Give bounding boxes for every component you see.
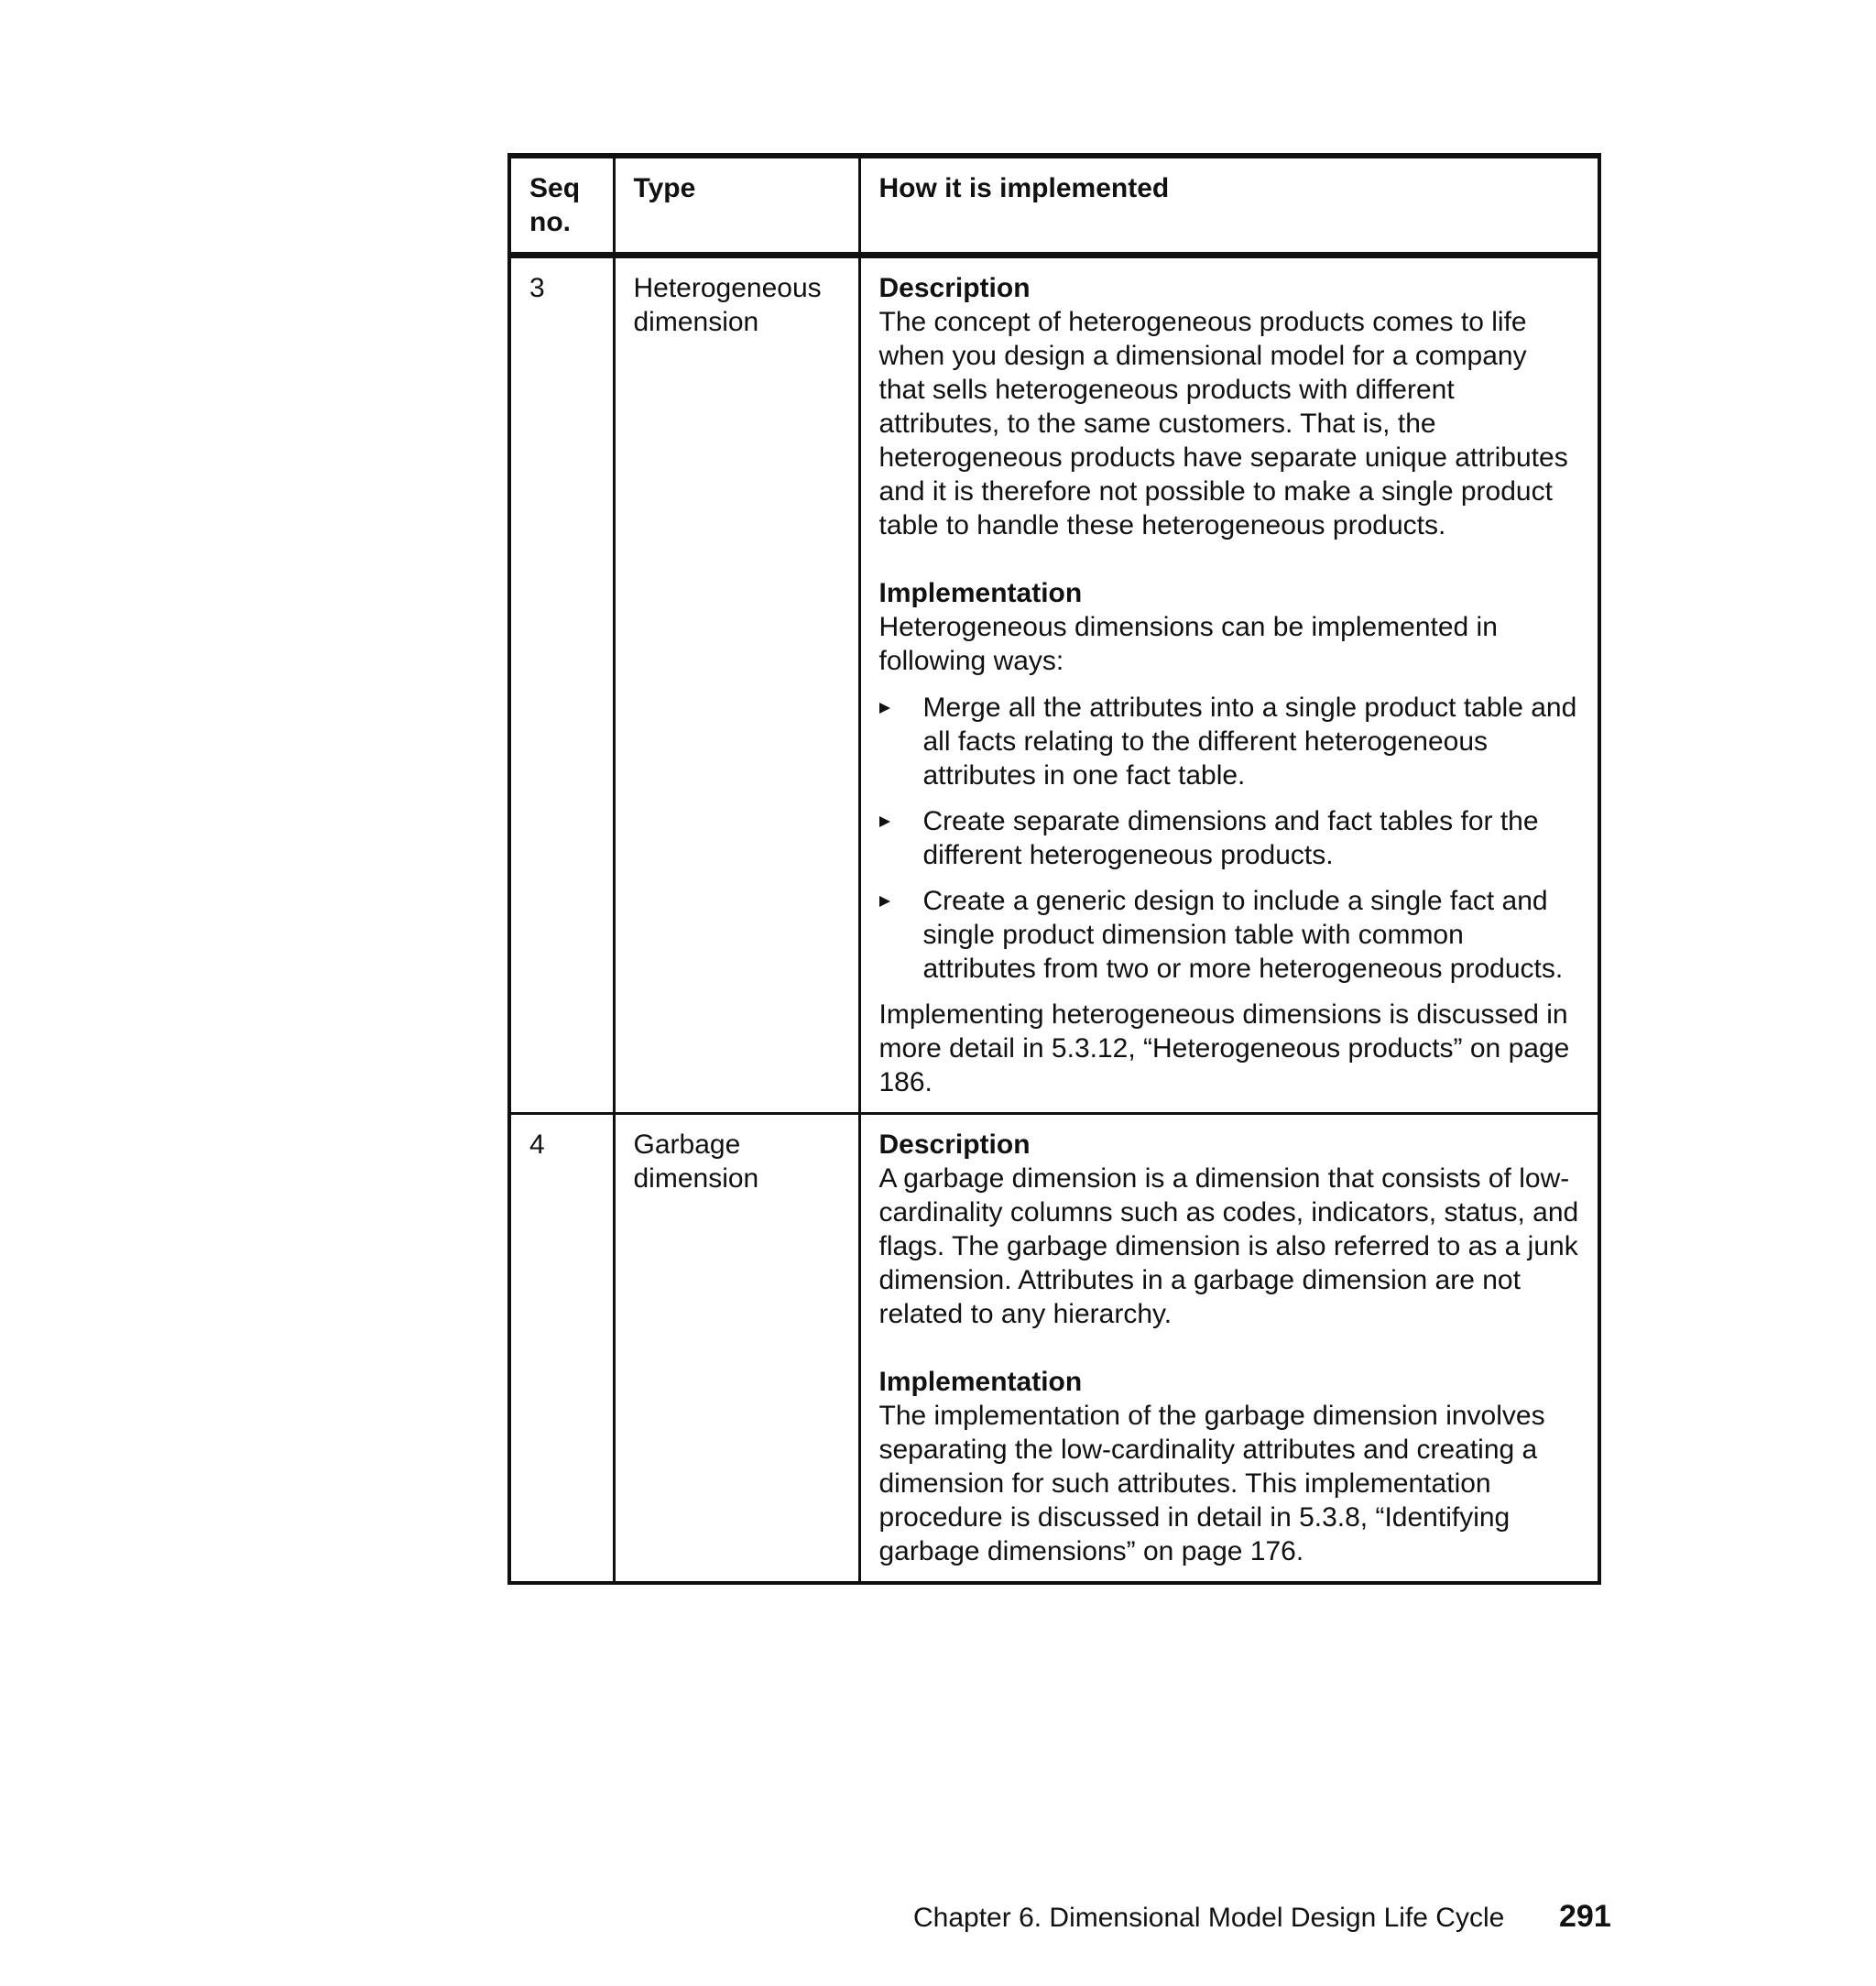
description-text: A garbage dimension is a dimension that consists of low-cardinality columns such as codes, indicators, status, and flags. The garbage dimension is also referred to as a junk dimension. Attributes in a garbage dimension are not related to any hierarchy. <box>878 1163 1579 1329</box>
list-item <box>879 691 1580 792</box>
triangle-bullet-icon <box>879 703 890 714</box>
triangle-bullet-icon <box>879 896 890 907</box>
type-cell: Heterogeneous dimension <box>614 256 859 1114</box>
list-item-text: Create a generic design to include a single fact and single product dimension table with common attributes from two or more heterogeneous products. <box>922 886 1564 984</box>
list-item <box>879 804 1580 872</box>
table-row <box>509 1114 1599 1584</box>
implementation-heading: Implementation <box>878 578 1083 608</box>
paragraph-gap <box>879 542 1580 576</box>
header-how-implemented: How it is implemented <box>859 156 1599 256</box>
closing-text: Implementing heterogeneous dimensions is discussed in more detail in 5.3.12, “Heterogeneous products” on page 186. <box>878 999 1570 1097</box>
table-row <box>509 256 1599 1114</box>
how-cell <box>859 256 1599 1114</box>
list-item <box>879 884 1580 986</box>
triangle-bullet-icon <box>879 816 890 827</box>
table-header-row <box>509 156 1599 256</box>
description-heading: Description <box>878 1129 1031 1160</box>
how-cell <box>859 1114 1599 1584</box>
implementation-table-wrapper <box>507 153 1598 1585</box>
implementation-options-list <box>879 691 1580 986</box>
page-footer <box>879 1898 1612 1938</box>
dimension-types-table <box>507 153 1601 1585</box>
list-item-text: Merge all the attributes into a single product table and all facts relating to the different heterogeneous attributes in one fact table. <box>922 693 1577 791</box>
seq-cell: 3 <box>509 256 614 1114</box>
list-item-text: Create separate dimensions and fact tables for the different heterogeneous products. <box>922 806 1539 870</box>
paragraph-gap <box>879 1331 1580 1365</box>
type-cell: Garbage dimension <box>614 1114 859 1584</box>
implementation-heading: Implementation <box>878 1367 1083 1397</box>
description-text: The concept of heterogeneous products comes to life when you design a dimensional model for a company that sells heterogeneous products with different attributes, to the same customers. That is, the heterogeneous products have separate unique attributes and it is therefore not possible to make a single product table to handle these heterogeneous products. <box>878 307 1568 540</box>
seq-cell: 4 <box>509 1114 614 1584</box>
implementation-text: The implementation of the garbage dimension involves separating the low-cardinality attributes and creating a dimension for such attributes. This implementation procedure is discussed in detail in 5.3.8, “Identifying garbage dimensions” on page 176. <box>878 1401 1545 1566</box>
header-seq-no: Seq no. <box>509 156 614 256</box>
chapter-title: Chapter 6. Dimensional Model Design Life Cycle <box>913 1903 1505 1933</box>
header-type: Type <box>614 156 859 256</box>
description-heading: Description <box>878 273 1031 303</box>
page-number: 291 <box>1559 1899 1611 1934</box>
implementation-text: Heterogeneous dimensions can be implemented in following ways: <box>878 612 1498 676</box>
